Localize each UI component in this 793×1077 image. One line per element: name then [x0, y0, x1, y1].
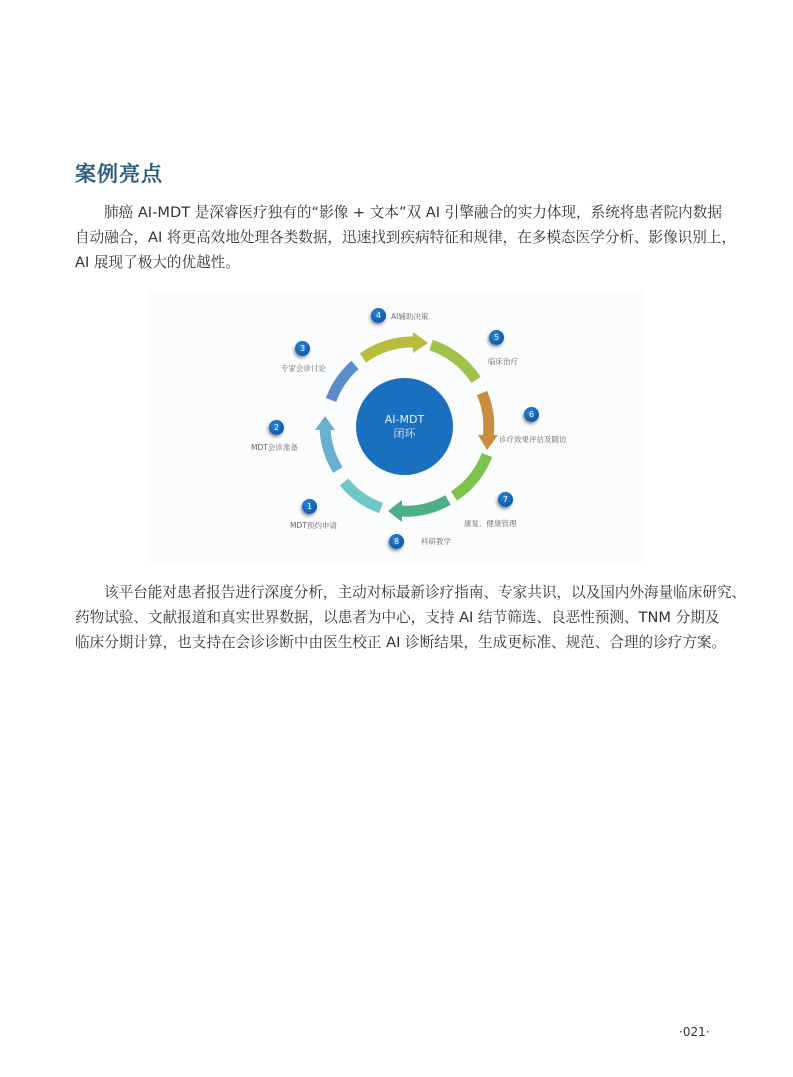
step-label-4: AI辅助决策: [391, 312, 429, 321]
paragraph-line: 自动融合，AI 将更高效地处理各类数据，迅速找到疾病特征和规律，在多模态医学分析、影像识别上，: [75, 229, 737, 246]
paragraph-line: 临床分期计算，也支持在会诊诊断中由医生校正 AI 诊断结果，生成更标准、规范、合理的诊疗方案。: [75, 634, 727, 651]
page-number: ·021·: [679, 1025, 710, 1039]
step-badge-5: 5: [489, 330, 504, 345]
ai-mdt-cycle-diagram: [148, 290, 645, 562]
step-badge-6: 6: [524, 407, 539, 422]
step-label-1: MDT预约申请: [290, 521, 337, 530]
paragraph-line: 该平台能对患者报告进行深度分析，主动对标最新诊疗指南、专家共识，以及国内外海量临床研究、: [104, 584, 747, 601]
center-circle: [356, 378, 453, 475]
platform-paragraph: [75, 580, 747, 655]
step-label-2: MDT会诊准备: [251, 443, 298, 452]
step-label-5: 临床治疗: [488, 357, 518, 366]
step-badge-7: 7: [498, 492, 513, 507]
intro-paragraph: [75, 200, 737, 275]
step-label-3: 专家会诊讨论: [281, 364, 326, 373]
step-badge-1: 1: [302, 499, 317, 514]
step-badge-2: 2: [269, 420, 284, 435]
step-badge-3: 3: [295, 341, 310, 356]
step-label-7: 康复、健康管理: [464, 519, 517, 528]
center-subtitle: 闭环: [393, 426, 416, 440]
paragraph-line: 药物试验、文献报道和真实世界数据，以患者为中心，支持 AI 结节筛选、良恶性预测、TNM 分期及: [75, 609, 720, 626]
step-label-6: 诊疗效果评估及随访: [499, 435, 567, 444]
paragraph-line: AI 展现了极大的优越性。: [75, 254, 240, 271]
step-badge-4: 4: [371, 308, 386, 323]
section-heading: 案例亮点: [75, 162, 163, 186]
center-title: AI-MDT: [384, 412, 425, 426]
paragraph-line: 肺癌 AI-MDT 是深睿医疗独有的“影像 + 文本”双 AI 引擎融合的实力体现，系统将患者院内数据: [104, 204, 722, 221]
step-badge-8: 8: [389, 534, 404, 549]
step-label-8: 科研教学: [421, 537, 451, 546]
